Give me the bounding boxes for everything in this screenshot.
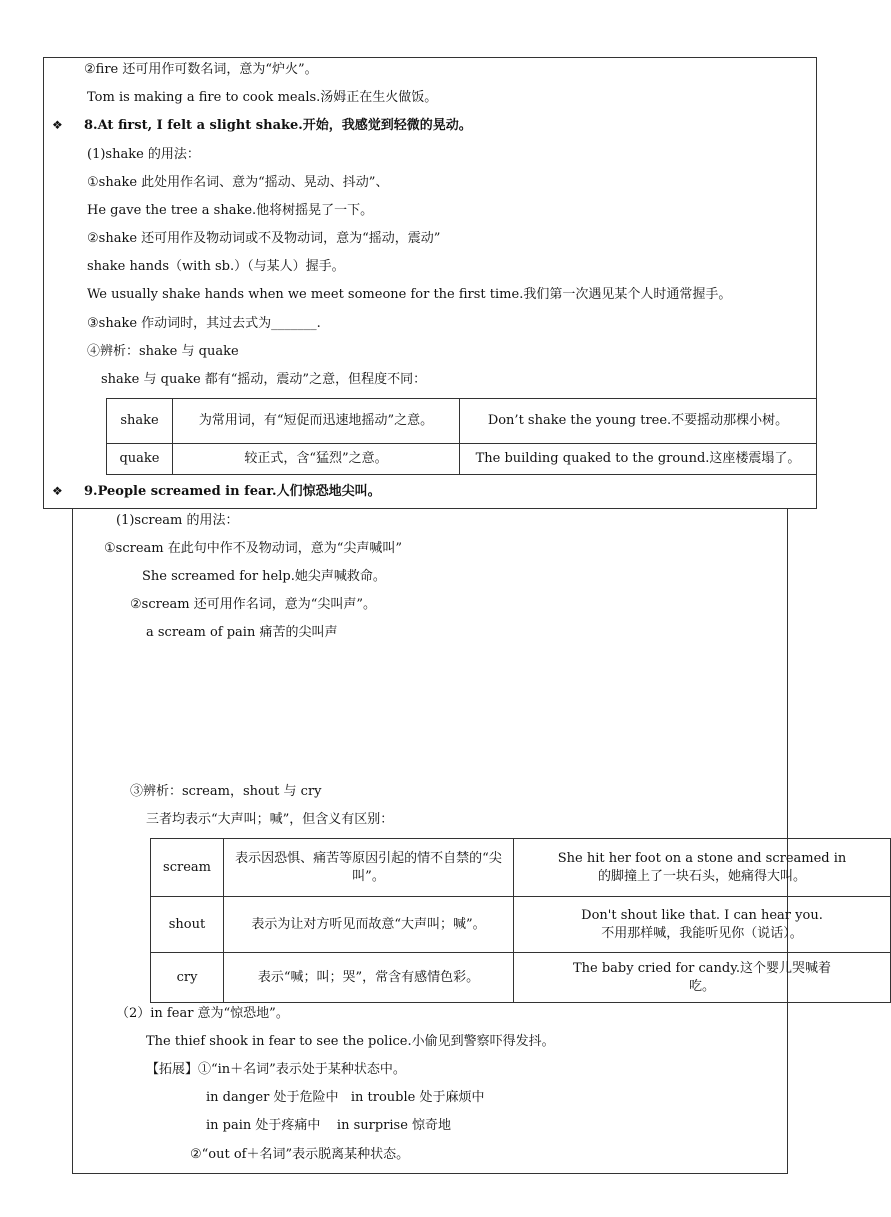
shake-usage: (1)shake 的用法： [87, 147, 200, 162]
scream-shout-cry-table [150, 838, 891, 1003]
shake-verb: ②shake 还可用作及物动词或不及物动词，意为“摇动，震动” [87, 231, 441, 246]
scream-verb-example: She screamed for help.她尖声喊救命。 [142, 569, 386, 584]
scream-usage: (1)scream 的用法： [116, 513, 239, 528]
table-cell-word: scream [151, 839, 224, 897]
example-line: She hit her foot on a stone and screamed in [557, 850, 847, 866]
shake-compare: ④辨析：shake 与 quake [87, 344, 239, 359]
table-cell-word: cry [151, 953, 224, 1003]
table-cell-word: shake [107, 399, 173, 444]
table-cell-example [514, 897, 891, 953]
example-line: 不用那样喊，我能听见你（说话）。 [601, 925, 803, 941]
scream-noun-example: a scream of pain 痛苦的尖叫声 [146, 625, 338, 640]
scream-shout-cry-table-wrap [150, 838, 847, 1004]
compare-note: 三者均表示“大声叫；喊”，但含义有区别： [146, 812, 394, 827]
example-line: Don't shout like that. I can hear you. [581, 907, 823, 923]
fire-example-line: Tom is making a fire to cook meals.汤姆正在生火做饭。 [87, 90, 438, 105]
example-line: 吃。 [688, 978, 715, 994]
extend-line-2: in pain 处于疼痛中 in surprise 惊奇地 [206, 1118, 452, 1133]
table-cell-meaning: 较正式，含“猛烈”之意。 [173, 444, 460, 475]
table-cell-word: shout [151, 897, 224, 953]
table-cell-example: Don’t shake the young tree.不要摇动那棵小树。 [460, 399, 817, 444]
example-line: 的脚撞上了一块石头，她痛得大叫。 [597, 868, 806, 884]
table-row [151, 897, 891, 953]
table-row [107, 444, 817, 475]
shake-noun-example: He gave the tree a shake.他将树摇晃了一下。 [87, 203, 374, 218]
table-row [107, 399, 817, 444]
table-cell-meaning: 表示因恐惧、痛苦等原因引起的情不自禁的“尖叫”。 [224, 839, 514, 897]
in-fear: （2）in fear 意为“惊恐地”。 [116, 1006, 289, 1021]
shake-past: ③shake 作动词时，其过去式为_______. [87, 316, 321, 331]
table-cell-example: The building quaked to the ground.这座楼震塌了。 [460, 444, 817, 475]
scream-noun: ②scream 还可用作名词，意为“尖叫声”。 [130, 597, 377, 612]
table-cell-meaning: 表示“喊；叫；哭”，常含有感情色彩。 [224, 953, 514, 1003]
item8-heading: 8.At first, I felt a slight shake.开始，我感觉到轻微的晃动。 [84, 118, 472, 133]
table-row [151, 839, 891, 897]
diamond-bullet-icon: ❖ [52, 118, 63, 132]
table-cell-meaning: 为常用词，有“短促而迅速地摇动”之意。 [173, 399, 460, 444]
shake-hands-example: We usually shake hands when we meet someone for the first time.我们第一次遇见某个人时通常握手。 [87, 287, 732, 302]
table-cell-word: quake [107, 444, 173, 475]
table-row [151, 953, 891, 1003]
extend-line-1: in danger 处于危险中 in trouble 处于麻烦中 [206, 1090, 485, 1105]
shake-quake-table [106, 398, 817, 475]
table-cell-example [514, 839, 891, 897]
shake-noun: ①shake 此处用作名词、意为“摇动、晃动、抖动”、 [87, 175, 389, 190]
extend-heading: 【拓展】①“in＋名词”表示处于某种状态中。 [146, 1062, 406, 1077]
example-line: The baby cried for candy.这个婴儿哭喊着 [572, 960, 831, 976]
scream-verb: ①scream 在此句中作不及物动词，意为“尖声喊叫” [104, 541, 403, 556]
compare-heading: ③辨析：scream，shout 与 cry [130, 784, 322, 799]
shake-hands: shake hands（with sb.）（与某人）握手。 [87, 259, 345, 274]
shake-compare-note: shake 与 quake 都有“摇动，震动”之意，但程度不同： [101, 372, 427, 387]
table-cell-example [514, 953, 891, 1003]
extend-out: ②“out of＋名词”表示脱离某种状态。 [190, 1147, 410, 1162]
diamond-bullet-icon: ❖ [52, 484, 63, 498]
fire-noun-line: ②fire 还可用作可数名词，意为“炉火”。 [84, 62, 318, 77]
in-fear-example: The thief shook in fear to see the police.小偷见到警察吓得发抖。 [146, 1034, 555, 1049]
item9-heading: 9.People screamed in fear.人们惊恐地尖叫。 [84, 484, 381, 499]
table-cell-meaning: 表示为让对方听见而故意“大声叫；喊”。 [224, 897, 514, 953]
